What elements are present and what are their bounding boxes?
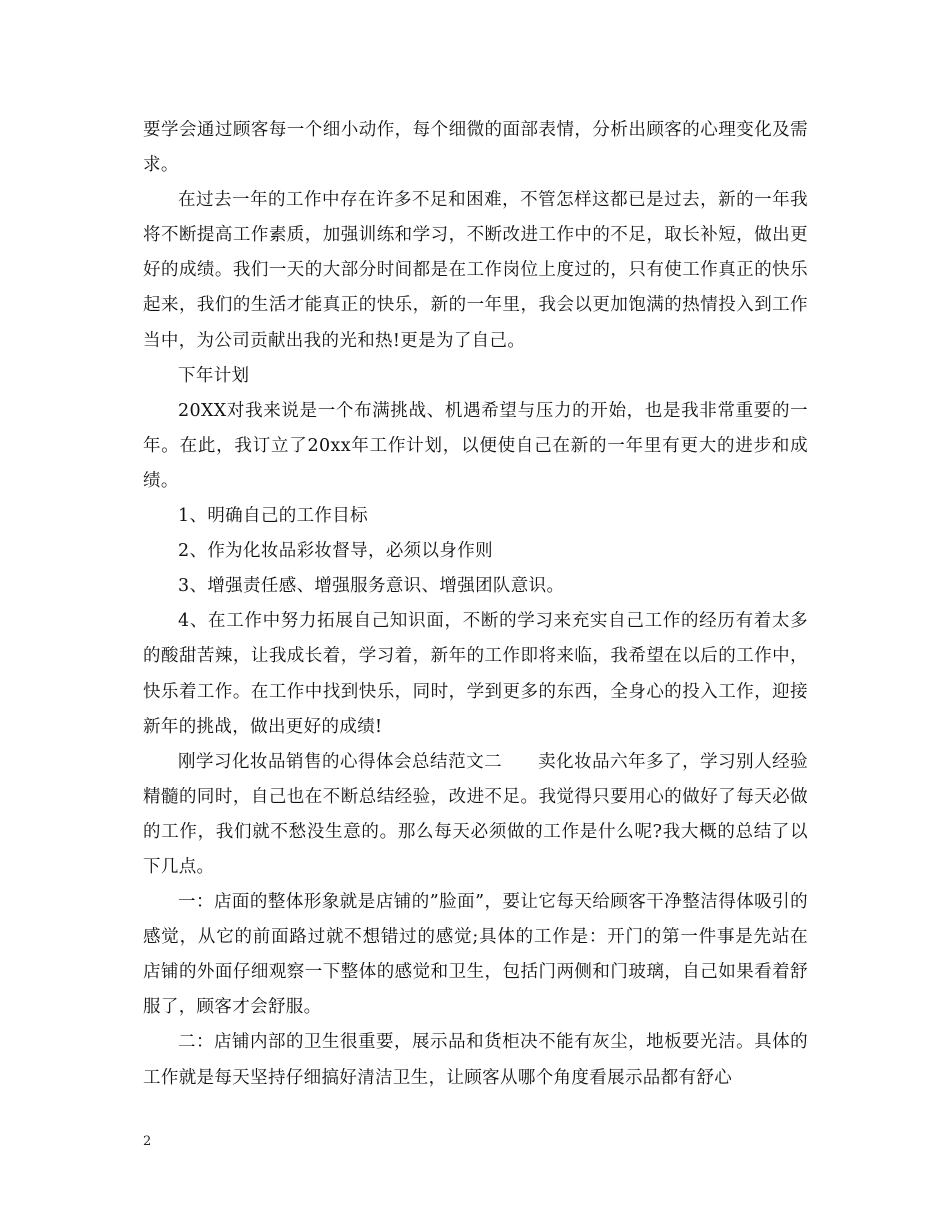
paragraph-year-review: 在过去一年的工作中存在许多不足和困难，不管怎样这都已是过去，新的一年我将不断提高工作素质，加强训练和学习，不断改进工作中的不足，取长补短，做出更好的成绩。我们一天的大部分时间都是在工作岗位上度过的，只有使工作真正的快乐起来，我们的生活才能真正的快乐，新的一年里，我会以更加饱满的热情投入到工作当中，为公司贡献出我的光和热!更是为了自己。 — [143, 190, 808, 351]
paragraph-point-two: 二：店铺内部的卫生很重要，展示品和货柜决不能有灰尘，地板要光洁。具体的工作就是每天坚持仔细搞好清洁卫生，让顾客从哪个角度看展示品都有舒心 — [143, 1032, 808, 1088]
list-item-goal-1: 1、明确自己的工作目标 — [178, 506, 368, 527]
paragraph-customer-observation: 要学会通过顾客每一个细小动作，每个细微的面部表情，分析出顾客的心理变化及需求。 — [143, 120, 808, 176]
paragraph-point-one: 一：店面的整体形象就是店铺的”脸面”，要让它每天给顾客干净整洁得体吸引的感觉，从它的前面路过就不想错过的感觉;具体的工作是：开门的第一件事是先站在店铺的外面仔细观察一下整体的感觉和卫生，包括门两侧和门玻璃，自己如果看着舒服了，顾客才会舒服。 — [143, 892, 808, 1018]
list-item-goal-3: 3、增强责任感、增强服务意识、增强团队意识。 — [178, 576, 565, 597]
list-item-goal-4: 4、在工作中努力拓展自己知识面，不断的学习来充实自己工作的经历有着太多的酸甜苦辣，让我成长着，学习着，新年的工作即将来临，我希望在以后的工作中，快乐着工作。在工作中找到快乐，同时，学到更多的东西，全身心的投入工作，迎接新年的挑战，做出更好的成绩! — [143, 611, 808, 737]
paragraph-essay-two-intro: 刚学习化妆品销售的心得体会总结范文二 卖化妆品六年多了，学习别人经验精髓的同时，自己也在不断总结经验，改进不足。我觉得只要用心的做好了每天必做的工作，我们就不愁没生意的。那么每天必须做的工作是什么呢?我大概的总结了以下几点。 — [143, 751, 808, 877]
page-number: 2 — [143, 1134, 152, 1149]
document-body — [143, 113, 808, 1096]
list-item-goal-2: 2、作为化妆品彩妆督导，必须以身作则 — [178, 541, 493, 562]
paragraph-plan-intro: 20XX对我来说是一个布满挑战、机遇希望与压力的开始，也是我非常重要的一年。在此，我订立了20xx年工作计划，以便使自己在新的一年里有更大的进步和成绩。 — [143, 400, 808, 491]
section-heading-next-year-plan: 下年计划 — [178, 365, 250, 386]
